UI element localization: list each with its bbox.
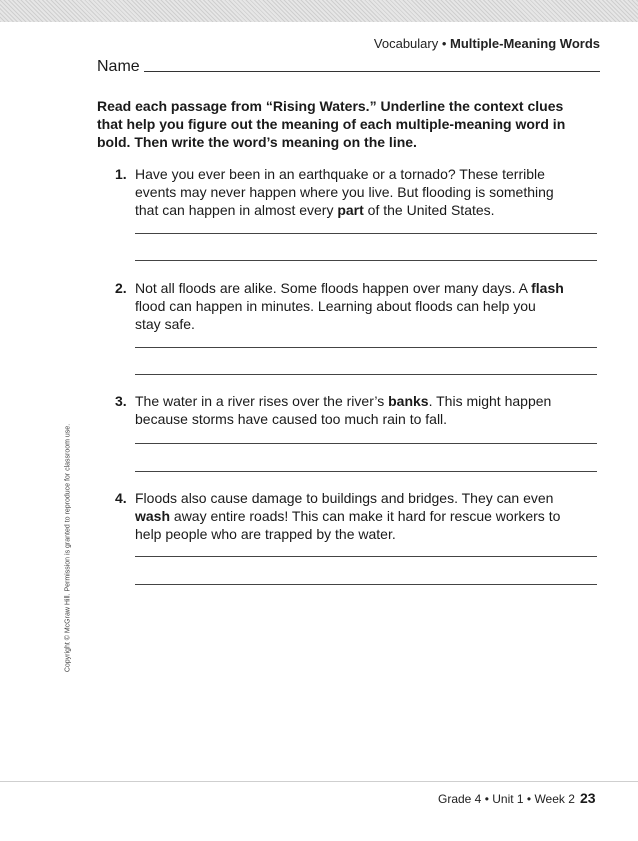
- passage-text: Floods also cause damage to buildings and bridges. They can even wash away entire roads! This can make it hard for rescue workers to help people who are trapped by the water.: [135, 490, 561, 542]
- top-border-band: [0, 0, 638, 22]
- target-word: banks: [388, 393, 429, 409]
- answer-line[interactable]: [135, 233, 597, 234]
- name-label: Name: [97, 58, 140, 75]
- passage-text: Have you ever been in an earthquake or a tornado? These terrible events may never happen where you live. But flooding is something that can happen in almost every part of the United States.: [135, 166, 554, 218]
- page-number: 23: [580, 790, 596, 806]
- answer-line[interactable]: [135, 471, 597, 472]
- header-topic: Multiple-Meaning Words: [450, 36, 600, 51]
- worksheet-header: [374, 36, 600, 51]
- header-section: Vocabulary: [373, 36, 439, 51]
- name-row: [97, 56, 600, 76]
- item-number: 4.: [115, 490, 127, 506]
- item-number: 3.: [115, 393, 127, 409]
- name-field-line[interactable]: [144, 71, 600, 72]
- passage-text: Not all floods are alike. Some floods happen over many days. A flash flood can happen in minutes. Learning about floods can help you stay safe.: [135, 280, 564, 332]
- answer-line[interactable]: [135, 347, 597, 348]
- item-number: 1.: [115, 166, 127, 182]
- passage-text: The water in a river rises over the river’s banks. This might happen because storms have caused too much rain to fall.: [135, 393, 552, 427]
- instructions: Read each passage from “Rising Waters.” Underline the context clues that help you figure out the meaning of each multiple-meaning word in bold. Then write the word’s meaning on the line.: [97, 98, 566, 150]
- answer-line[interactable]: [135, 584, 597, 585]
- header-separator: •: [438, 36, 451, 51]
- target-word: flash: [531, 280, 564, 296]
- answer-line[interactable]: [135, 443, 597, 444]
- answer-line[interactable]: [135, 260, 597, 261]
- footer-rule: [0, 781, 638, 782]
- footer-label: Grade 4 • Unit 1 • Week 2: [438, 792, 575, 806]
- item-number: 2.: [115, 280, 127, 296]
- answer-line[interactable]: [135, 556, 597, 557]
- target-word: part: [337, 202, 364, 218]
- answer-line[interactable]: [135, 374, 597, 375]
- target-word: wash: [135, 508, 171, 524]
